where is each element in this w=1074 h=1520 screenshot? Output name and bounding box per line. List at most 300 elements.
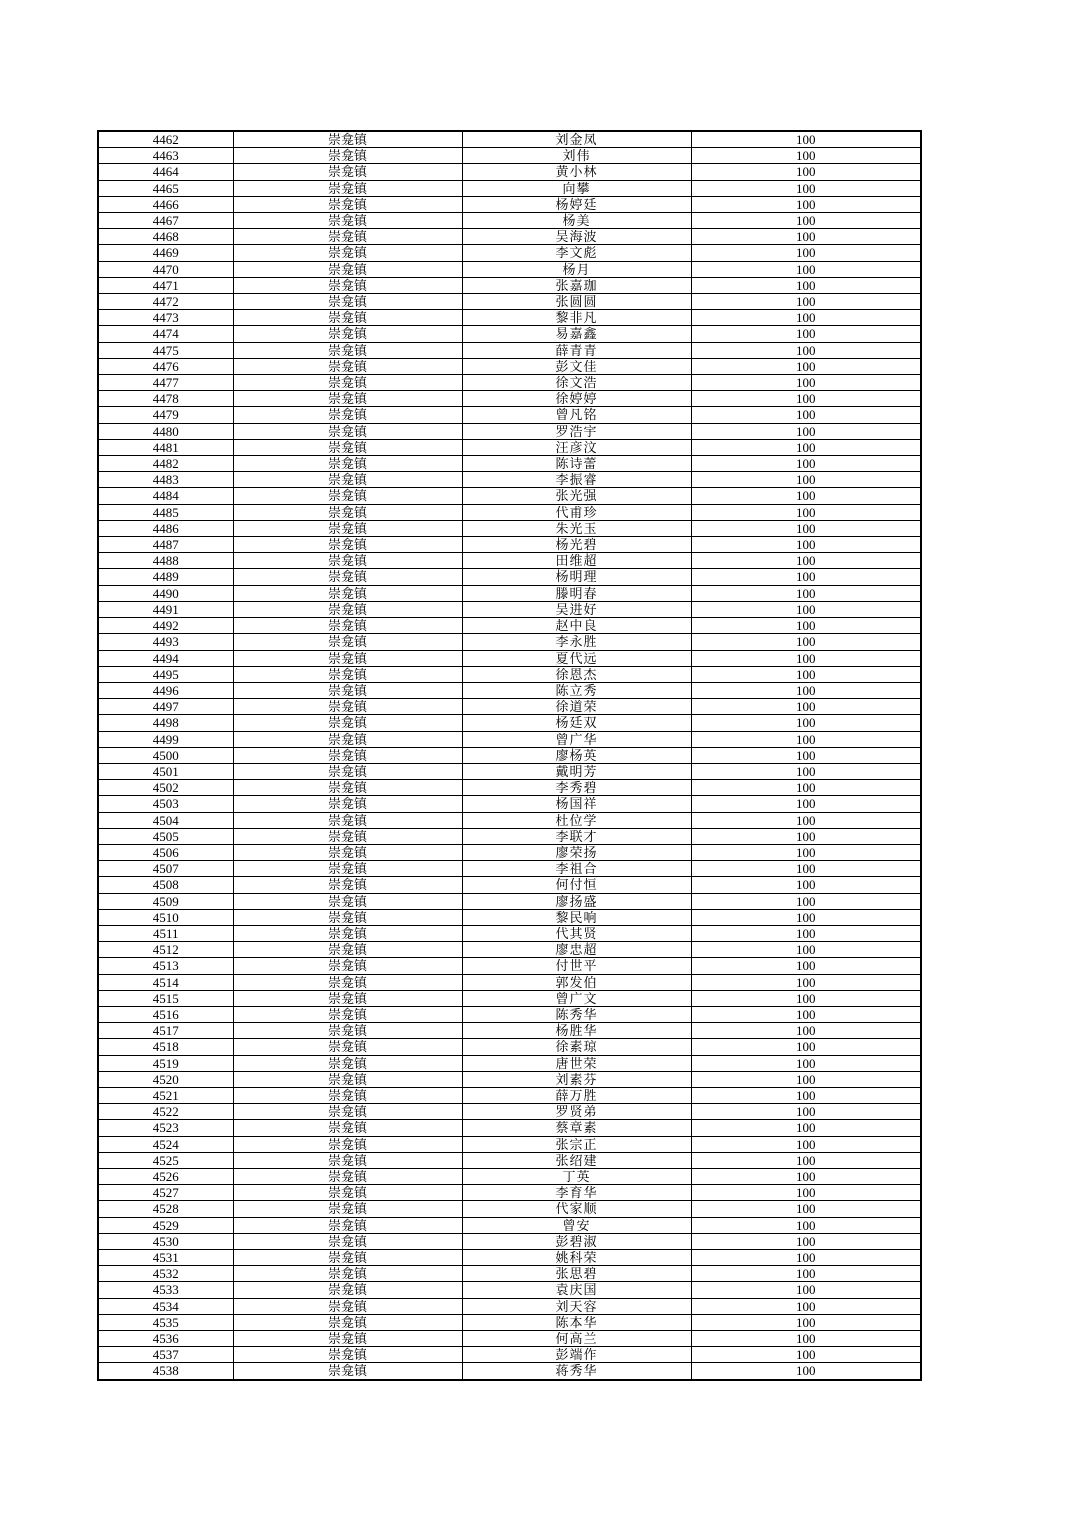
name-cell: 李秀碧 (462, 780, 691, 796)
row-number-cell: 4479 (98, 407, 233, 423)
table-row (98, 1250, 921, 1266)
name-cell: 曾凡铭 (462, 407, 691, 423)
amount-cell: 100 (691, 682, 921, 698)
amount-cell: 100 (691, 666, 921, 682)
row-number-cell: 4529 (98, 1217, 233, 1233)
table-row (98, 747, 921, 763)
row-number-cell: 4517 (98, 1023, 233, 1039)
amount-cell: 100 (691, 974, 921, 990)
amount-cell: 100 (691, 1185, 921, 1201)
amount-cell: 100 (691, 131, 921, 148)
amount-cell: 100 (691, 1006, 921, 1022)
town-cell: 崇龛镇 (233, 877, 462, 893)
table-row (98, 310, 921, 326)
table-row (98, 1055, 921, 1071)
table-row (98, 731, 921, 747)
amount-cell: 100 (691, 391, 921, 407)
row-number-cell: 4487 (98, 537, 233, 553)
table-row (98, 1347, 921, 1363)
name-cell: 张圆圆 (462, 294, 691, 310)
town-cell: 崇龛镇 (233, 828, 462, 844)
table-row (98, 601, 921, 617)
row-number-cell: 4486 (98, 520, 233, 536)
table-row (98, 1087, 921, 1103)
name-cell: 杨胜华 (462, 1023, 691, 1039)
table-row (98, 1104, 921, 1120)
row-number-cell: 4496 (98, 682, 233, 698)
row-number-cell: 4522 (98, 1104, 233, 1120)
amount-cell: 100 (691, 812, 921, 828)
table-row (98, 1298, 921, 1314)
name-cell: 陈诗蕾 (462, 456, 691, 472)
name-cell: 付世平 (462, 958, 691, 974)
town-cell: 崇龛镇 (233, 585, 462, 601)
name-cell: 赵中良 (462, 618, 691, 634)
amount-cell: 100 (691, 423, 921, 439)
table-row (98, 1120, 921, 1136)
table-row (98, 974, 921, 990)
table-row (98, 196, 921, 212)
table-row (98, 942, 921, 958)
row-number-cell: 4495 (98, 666, 233, 682)
amount-cell: 100 (691, 1282, 921, 1298)
amount-cell: 100 (691, 1152, 921, 1168)
name-cell: 蒋秀华 (462, 1363, 691, 1380)
town-cell: 崇龛镇 (233, 909, 462, 925)
town-cell: 崇龛镇 (233, 553, 462, 569)
table-row (98, 925, 921, 941)
row-number-cell: 4525 (98, 1152, 233, 1168)
town-cell: 崇龛镇 (233, 520, 462, 536)
table-row (98, 909, 921, 925)
amount-cell: 100 (691, 861, 921, 877)
name-cell: 吴海波 (462, 229, 691, 245)
amount-cell: 100 (691, 699, 921, 715)
name-cell: 何高兰 (462, 1331, 691, 1347)
table-row (98, 504, 921, 520)
town-cell: 崇龛镇 (233, 780, 462, 796)
name-cell: 薛青青 (462, 342, 691, 358)
amount-cell: 100 (691, 1250, 921, 1266)
table-row (98, 618, 921, 634)
row-number-cell: 4513 (98, 958, 233, 974)
row-number-cell: 4493 (98, 634, 233, 650)
amount-cell: 100 (691, 277, 921, 293)
town-cell: 崇龛镇 (233, 1233, 462, 1249)
table-row (98, 1169, 921, 1185)
town-cell: 崇龛镇 (233, 1104, 462, 1120)
amount-cell: 100 (691, 585, 921, 601)
town-cell: 崇龛镇 (233, 456, 462, 472)
table-row (98, 488, 921, 504)
row-number-cell: 4490 (98, 585, 233, 601)
amount-cell: 100 (691, 844, 921, 860)
town-cell: 崇龛镇 (233, 1023, 462, 1039)
name-cell: 戴明芳 (462, 763, 691, 779)
row-number-cell: 4532 (98, 1266, 233, 1282)
table-row (98, 456, 921, 472)
amount-cell: 100 (691, 569, 921, 585)
town-cell: 崇龛镇 (233, 731, 462, 747)
name-cell: 夏代远 (462, 650, 691, 666)
amount-cell: 100 (691, 828, 921, 844)
amount-cell: 100 (691, 439, 921, 455)
name-cell: 黎非凡 (462, 310, 691, 326)
table-row (98, 391, 921, 407)
amount-cell: 100 (691, 537, 921, 553)
town-cell: 崇龛镇 (233, 1087, 462, 1103)
town-cell: 崇龛镇 (233, 131, 462, 148)
amount-cell: 100 (691, 407, 921, 423)
town-cell: 崇龛镇 (233, 1039, 462, 1055)
town-cell: 崇龛镇 (233, 537, 462, 553)
town-cell: 崇龛镇 (233, 1217, 462, 1233)
town-cell: 崇龛镇 (233, 439, 462, 455)
town-cell: 崇龛镇 (233, 682, 462, 698)
table-row (98, 180, 921, 196)
amount-cell: 100 (691, 747, 921, 763)
table-row (98, 958, 921, 974)
table-row (98, 1266, 921, 1282)
town-cell: 崇龛镇 (233, 666, 462, 682)
town-cell: 崇龛镇 (233, 261, 462, 277)
amount-cell: 100 (691, 1087, 921, 1103)
name-cell: 杨美 (462, 213, 691, 229)
row-number-cell: 4516 (98, 1006, 233, 1022)
town-cell: 崇龛镇 (233, 294, 462, 310)
table-row (98, 407, 921, 423)
table-row (98, 780, 921, 796)
town-cell: 崇龛镇 (233, 391, 462, 407)
table-row (98, 666, 921, 682)
town-cell: 崇龛镇 (233, 1120, 462, 1136)
row-number-cell: 4480 (98, 423, 233, 439)
row-number-cell: 4501 (98, 763, 233, 779)
table-row (98, 1136, 921, 1152)
name-cell: 张思碧 (462, 1266, 691, 1282)
town-cell: 崇龛镇 (233, 229, 462, 245)
town-cell: 崇龛镇 (233, 375, 462, 391)
town-cell: 崇龛镇 (233, 1185, 462, 1201)
amount-cell: 100 (691, 634, 921, 650)
row-number-cell: 4535 (98, 1314, 233, 1330)
name-cell: 李永胜 (462, 634, 691, 650)
row-number-cell: 4509 (98, 893, 233, 909)
amount-cell: 100 (691, 715, 921, 731)
amount-cell: 100 (691, 196, 921, 212)
name-cell: 刘素芬 (462, 1071, 691, 1087)
table-row (98, 796, 921, 812)
name-cell: 彭文佳 (462, 358, 691, 374)
table-row (98, 585, 921, 601)
row-number-cell: 4488 (98, 553, 233, 569)
town-cell: 崇龛镇 (233, 990, 462, 1006)
name-cell: 徐恩杰 (462, 666, 691, 682)
town-cell: 崇龛镇 (233, 196, 462, 212)
name-cell: 李育华 (462, 1185, 691, 1201)
row-number-cell: 4523 (98, 1120, 233, 1136)
town-cell: 崇龛镇 (233, 796, 462, 812)
amount-cell: 100 (691, 213, 921, 229)
row-number-cell: 4482 (98, 456, 233, 472)
table-row (98, 472, 921, 488)
name-cell: 李振睿 (462, 472, 691, 488)
name-cell: 杨廷双 (462, 715, 691, 731)
name-cell: 徐道荣 (462, 699, 691, 715)
amount-cell: 100 (691, 342, 921, 358)
name-cell: 黎民响 (462, 909, 691, 925)
name-cell: 何付恒 (462, 877, 691, 893)
row-number-cell: 4497 (98, 699, 233, 715)
table-row (98, 1233, 921, 1249)
table-row (98, 1331, 921, 1347)
table-row (98, 537, 921, 553)
table-row (98, 1217, 921, 1233)
row-number-cell: 4530 (98, 1233, 233, 1249)
town-cell: 崇龛镇 (233, 277, 462, 293)
town-cell: 崇龛镇 (233, 634, 462, 650)
town-cell: 崇龛镇 (233, 925, 462, 941)
amount-cell: 100 (691, 229, 921, 245)
amount-cell: 100 (691, 1331, 921, 1347)
name-cell: 廖忠超 (462, 942, 691, 958)
row-number-cell: 4502 (98, 780, 233, 796)
amount-cell: 100 (691, 1136, 921, 1152)
name-cell: 张宗正 (462, 1136, 691, 1152)
name-cell: 罗浩宇 (462, 423, 691, 439)
table-row (98, 682, 921, 698)
table-row (98, 812, 921, 828)
row-number-cell: 4474 (98, 326, 233, 342)
town-cell: 崇龛镇 (233, 1266, 462, 1282)
table-row (98, 213, 921, 229)
name-cell: 杨明理 (462, 569, 691, 585)
table-row (98, 439, 921, 455)
amount-cell: 100 (691, 942, 921, 958)
name-cell: 杜位学 (462, 812, 691, 828)
amount-cell: 100 (691, 1104, 921, 1120)
name-cell: 易嘉鑫 (462, 326, 691, 342)
table-row (98, 358, 921, 374)
amount-cell: 100 (691, 925, 921, 941)
table-row (98, 294, 921, 310)
row-number-cell: 4465 (98, 180, 233, 196)
row-number-cell: 4492 (98, 618, 233, 634)
amount-cell: 100 (691, 1120, 921, 1136)
amount-cell: 100 (691, 520, 921, 536)
amount-cell: 100 (691, 472, 921, 488)
name-cell: 李文彪 (462, 245, 691, 261)
name-cell: 黄小林 (462, 164, 691, 180)
amount-cell: 100 (691, 796, 921, 812)
row-number-cell: 4485 (98, 504, 233, 520)
amount-cell: 100 (691, 1169, 921, 1185)
town-cell: 崇龛镇 (233, 1071, 462, 1087)
town-cell: 崇龛镇 (233, 358, 462, 374)
row-number-cell: 4473 (98, 310, 233, 326)
name-cell: 滕明春 (462, 585, 691, 601)
name-cell: 杨光碧 (462, 537, 691, 553)
amount-cell: 100 (691, 893, 921, 909)
table-row (98, 326, 921, 342)
amount-cell: 100 (691, 763, 921, 779)
row-number-cell: 4476 (98, 358, 233, 374)
name-cell: 廖扬盛 (462, 893, 691, 909)
name-cell: 代甫珍 (462, 504, 691, 520)
table-row (98, 763, 921, 779)
row-number-cell: 4503 (98, 796, 233, 812)
row-number-cell: 4508 (98, 877, 233, 893)
town-cell: 崇龛镇 (233, 326, 462, 342)
row-number-cell: 4534 (98, 1298, 233, 1314)
amount-cell: 100 (691, 148, 921, 164)
name-cell: 曾广文 (462, 990, 691, 1006)
amount-cell: 100 (691, 780, 921, 796)
name-cell: 李联才 (462, 828, 691, 844)
table-row (98, 650, 921, 666)
table-row (98, 1039, 921, 1055)
name-cell: 薛万胜 (462, 1087, 691, 1103)
table-row (98, 553, 921, 569)
row-number-cell: 4527 (98, 1185, 233, 1201)
row-number-cell: 4511 (98, 925, 233, 941)
row-number-cell: 4472 (98, 294, 233, 310)
amount-cell: 100 (691, 504, 921, 520)
town-cell: 崇龛镇 (233, 148, 462, 164)
table-row (98, 229, 921, 245)
row-number-cell: 4464 (98, 164, 233, 180)
row-number-cell: 4536 (98, 1331, 233, 1347)
town-cell: 崇龛镇 (233, 1055, 462, 1071)
town-cell: 崇龛镇 (233, 1169, 462, 1185)
town-cell: 崇龛镇 (233, 488, 462, 504)
row-number-cell: 4504 (98, 812, 233, 828)
town-cell: 崇龛镇 (233, 958, 462, 974)
table-row (98, 342, 921, 358)
town-cell: 崇龛镇 (233, 747, 462, 763)
name-cell: 徐婷婷 (462, 391, 691, 407)
amount-cell: 100 (691, 618, 921, 634)
name-cell: 陈秀华 (462, 1006, 691, 1022)
name-cell: 罗贤弟 (462, 1104, 691, 1120)
name-cell: 陈本华 (462, 1314, 691, 1330)
amount-cell: 100 (691, 245, 921, 261)
town-cell: 崇龛镇 (233, 1136, 462, 1152)
amount-cell: 100 (691, 358, 921, 374)
name-cell: 代家顺 (462, 1201, 691, 1217)
amount-cell: 100 (691, 456, 921, 472)
row-number-cell: 4521 (98, 1087, 233, 1103)
town-cell: 崇龛镇 (233, 1363, 462, 1380)
table-row (98, 375, 921, 391)
name-cell: 吴进好 (462, 601, 691, 617)
amount-cell: 100 (691, 601, 921, 617)
town-cell: 崇龛镇 (233, 342, 462, 358)
amount-cell: 100 (691, 294, 921, 310)
row-number-cell: 4505 (98, 828, 233, 844)
row-number-cell: 4466 (98, 196, 233, 212)
name-cell: 杨婷廷 (462, 196, 691, 212)
name-cell: 彭端作 (462, 1347, 691, 1363)
row-number-cell: 4494 (98, 650, 233, 666)
table-row (98, 844, 921, 860)
amount-cell: 100 (691, 488, 921, 504)
row-number-cell: 4512 (98, 942, 233, 958)
town-cell: 崇龛镇 (233, 1152, 462, 1168)
town-cell: 崇龛镇 (233, 1282, 462, 1298)
table-row (98, 828, 921, 844)
table-row (98, 569, 921, 585)
row-number-cell: 4467 (98, 213, 233, 229)
amount-cell: 100 (691, 1071, 921, 1087)
amount-cell: 100 (691, 375, 921, 391)
town-cell: 崇龛镇 (233, 715, 462, 731)
row-number-cell: 4463 (98, 148, 233, 164)
roster-table-body (98, 131, 921, 1380)
name-cell: 丁英 (462, 1169, 691, 1185)
row-number-cell: 4481 (98, 439, 233, 455)
row-number-cell: 4518 (98, 1039, 233, 1055)
table-row (98, 990, 921, 1006)
amount-cell: 100 (691, 1233, 921, 1249)
amount-cell: 100 (691, 164, 921, 180)
table-row (98, 423, 921, 439)
table-row (98, 1185, 921, 1201)
town-cell: 崇龛镇 (233, 310, 462, 326)
table-row (98, 893, 921, 909)
amount-cell: 100 (691, 1266, 921, 1282)
amount-cell: 100 (691, 1055, 921, 1071)
table-row (98, 148, 921, 164)
table-row (98, 1314, 921, 1330)
amount-cell: 100 (691, 990, 921, 1006)
name-cell: 刘天容 (462, 1298, 691, 1314)
row-number-cell: 4471 (98, 277, 233, 293)
town-cell: 崇龛镇 (233, 861, 462, 877)
name-cell: 向攀 (462, 180, 691, 196)
amount-cell: 100 (691, 1023, 921, 1039)
town-cell: 崇龛镇 (233, 618, 462, 634)
name-cell: 田维超 (462, 553, 691, 569)
table-row (98, 699, 921, 715)
table-row (98, 277, 921, 293)
amount-cell: 100 (691, 731, 921, 747)
table-row (98, 245, 921, 261)
name-cell: 彭碧淑 (462, 1233, 691, 1249)
table-row (98, 861, 921, 877)
town-cell: 崇龛镇 (233, 812, 462, 828)
row-number-cell: 4498 (98, 715, 233, 731)
row-number-cell: 4526 (98, 1169, 233, 1185)
amount-cell: 100 (691, 909, 921, 925)
name-cell: 刘伟 (462, 148, 691, 164)
row-number-cell: 4477 (98, 375, 233, 391)
row-number-cell: 4470 (98, 261, 233, 277)
amount-cell: 100 (691, 1039, 921, 1055)
table-row (98, 164, 921, 180)
amount-cell: 100 (691, 1217, 921, 1233)
town-cell: 崇龛镇 (233, 180, 462, 196)
row-number-cell: 4533 (98, 1282, 233, 1298)
row-number-cell: 4524 (98, 1136, 233, 1152)
town-cell: 崇龛镇 (233, 1201, 462, 1217)
amount-cell: 100 (691, 1298, 921, 1314)
name-cell: 刘金凤 (462, 131, 691, 148)
row-number-cell: 4507 (98, 861, 233, 877)
town-cell: 崇龛镇 (233, 504, 462, 520)
row-number-cell: 4475 (98, 342, 233, 358)
row-number-cell: 4489 (98, 569, 233, 585)
